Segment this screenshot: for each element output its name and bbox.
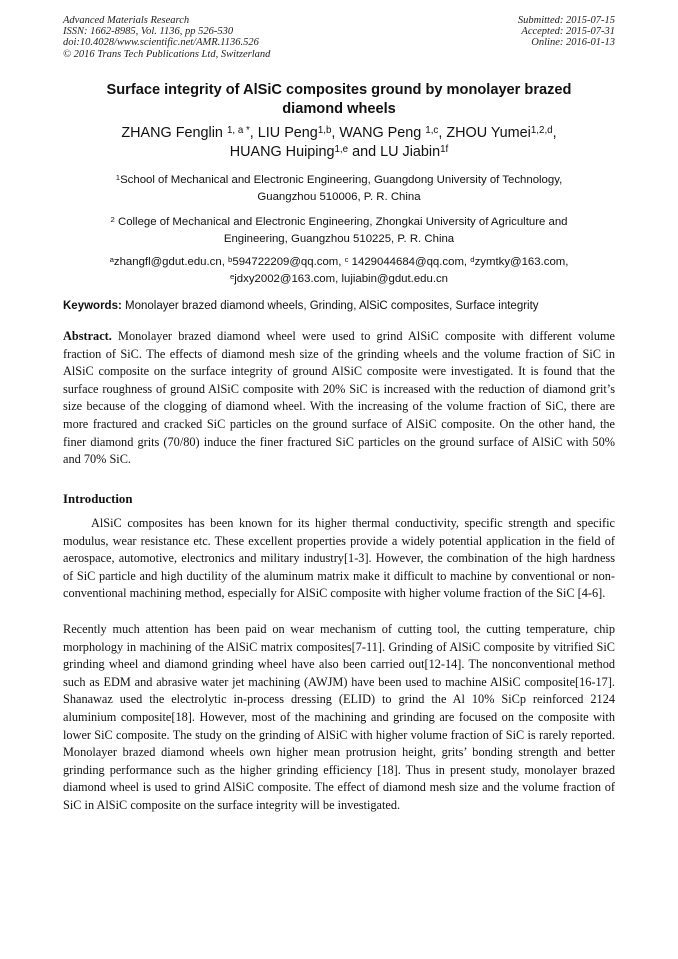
submitted-date: Submitted: 2015-07-15: [517, 15, 615, 26]
online-date: Online: 2016-01-13: [531, 37, 615, 49]
author-name: LIU Peng: [257, 125, 318, 141]
author-name: WANG Peng: [339, 125, 422, 141]
journal-doi: doi:10.4028/www.scientific.net/AMR.1136.526: [63, 37, 259, 49]
emails-line-1: [63, 254, 615, 271]
journal-name: Advanced Materials Research: [63, 15, 190, 26]
introduction-paragraph-1: AlSiC composites has been known for its higher thermal conductivity, specific strength and specific modulus, wear resistance etc. These excellent properties provide a widely potential application in the field of aerospace, automotive, electronics and military industry[1-3]. However, the combination of the high hardness of SiC particle and high ductility of the aluminum matrix make it difficult to machine by conventional or non-conventional machining method, especially for AlSiC composite with higher volume fraction of the SiC [4-6].: [63, 516, 615, 601]
author-separator: ,: [438, 125, 447, 141]
author-name: HUANG Huiping: [229, 144, 335, 160]
author-superscript: 1, a *: [226, 124, 250, 136]
introduction-paragraph-2: Recently much attention has been paid on wear mechanism of cutting tool, the cutting temperature, chip morphology in machining of the AlSiC matrix composites[7-11]. Grinding of AlSiC composite by vitrified SiC grinding wheel and diamond grinding wheel have also been carried out[12-14]. The nonconventional method such as EDM and abrasive water jet machining (AWJM) have been used to machine AlSiC composite[16-17]. Shanawaz used the electrolytic in-process dressing (ELID) to grind the Al 10% SiCp reinforced 2124 aluminium composite[18]. However, most of the machining and grinding are focused on the composite with lower SiC composite. The study on the grinding of AlSiC with higher volume fraction of SiC is rarely reported. Monolayer brazed diamond wheels own higher mean protrusion height, grits’ bonding strength and better grinding performance such as the higher grinding efficiency [18]. Thus in present study, monolayer brazed diamond wheel is used to grind AlSiC composite. The effect of diamond mesh size and the volume fraction of SiC in AlSiC composite on the surface integrity will be investigated.: [63, 622, 615, 812]
author-emails: [63, 254, 615, 288]
paper-title: [63, 81, 615, 118]
email-link[interactable]: jdxy2002@163.com, lujiabin@gdut.edu.cn: [234, 273, 449, 285]
authors-line-2: [63, 143, 615, 162]
email-superscript: e: [229, 271, 235, 281]
keywords: [63, 299, 623, 314]
author-list: [63, 124, 615, 162]
affiliation-2: [70, 214, 608, 247]
title-line-1: Surface integrity of AlSiC composites ground by monolayer brazed: [106, 82, 572, 98]
journal-issn: ISSN: 1662-8985, Vol. 1136, pp 526-530: [63, 26, 234, 38]
keywords-text: Monolayer brazed diamond wheels, Grinding, AlSiC composites, Surface integrity: [121, 300, 539, 312]
author-superscript: 1,e: [334, 143, 349, 155]
journal-header: [63, 15, 270, 60]
affiliation-superscript: 1: [115, 172, 121, 182]
author-name: and LU Jiabin: [352, 144, 441, 160]
introduction-heading: Introduction: [63, 492, 133, 506]
affiliation-text: School of Mechanical and Electronic Engineering, Guangdong University of Technology,: [120, 174, 563, 186]
author-name: ZHANG Fenglin: [121, 125, 223, 141]
affiliation-text: College of Mechanical and Electronic Engineering, Zhongkai University of Agriculture and: [117, 216, 568, 228]
keywords-label: Keywords:: [63, 300, 122, 312]
author-superscript: 1,c: [425, 124, 439, 136]
dates-header: [518, 15, 615, 49]
author-separator: ,: [552, 125, 557, 141]
email-link[interactable]: 594722209@qq.com,: [232, 256, 345, 268]
author-superscript: 1,b: [317, 124, 332, 136]
title-line-2: diamond wheels: [282, 100, 396, 117]
author-separator: ,: [249, 125, 258, 141]
email-superscript: a: [109, 254, 114, 264]
abstract-text: Monolayer brazed diamond wheel were used to grind AlSiC composite with different volume fraction of SiC. The effects of diamond mesh size of the grinding wheels and the volume fraction of SiC in AlSiC composite on the surface integrity of ground AlSiC composite were investigated. It is found that the surface roughness of ground AlSiC composite with 20% SiC is increased with the reduction of diamond grit’s size because of the clogging of diamond wheel. With the increasing of the volume fraction of SiC, there are more fractured and cracked SiC particles on the ground surface of AlSiC composite. On the other hand, the finer diamond grits (70/80) induce the finer fractured SiC particles on the ground surface of AlSiC with 50% and 70% SiC.: [63, 329, 615, 467]
affiliation-1-line-2: Guangzhou 510006, P. R. China: [257, 190, 421, 203]
journal-copyright: © 2016 Trans Tech Publications Ltd, Switzerland: [63, 48, 271, 60]
author-superscript: 1,2,d: [530, 124, 553, 136]
abstract-label: Abstract.: [63, 329, 112, 343]
email-link[interactable]: zhangfl@gdut.edu.cn,: [113, 256, 229, 268]
authors-line-1: [63, 124, 615, 143]
author-separator: ,: [331, 125, 340, 141]
author-name: ZHOU Yumei: [446, 125, 531, 141]
email-superscript: b: [228, 254, 233, 264]
abstract: [63, 328, 615, 469]
accepted-date: Accepted: 2015-07-31: [521, 26, 615, 38]
affiliation-1-line-1: [70, 172, 608, 189]
email-superscript: d: [470, 254, 475, 264]
affiliation-1: [70, 172, 608, 205]
email-superscript: c: [344, 254, 349, 264]
affiliation-2-line-2: Engineering, Guangzhou 510225, P. R. China: [223, 232, 455, 245]
author-superscript: 1f: [440, 143, 449, 155]
email-link[interactable]: 1429044684@qq.com,: [348, 256, 471, 268]
affiliation-2-line-1: [70, 214, 608, 231]
emails-line-2: [63, 271, 615, 288]
affiliation-superscript: 2: [110, 214, 115, 224]
email-link[interactable]: zymtky@163.com,: [474, 256, 569, 268]
